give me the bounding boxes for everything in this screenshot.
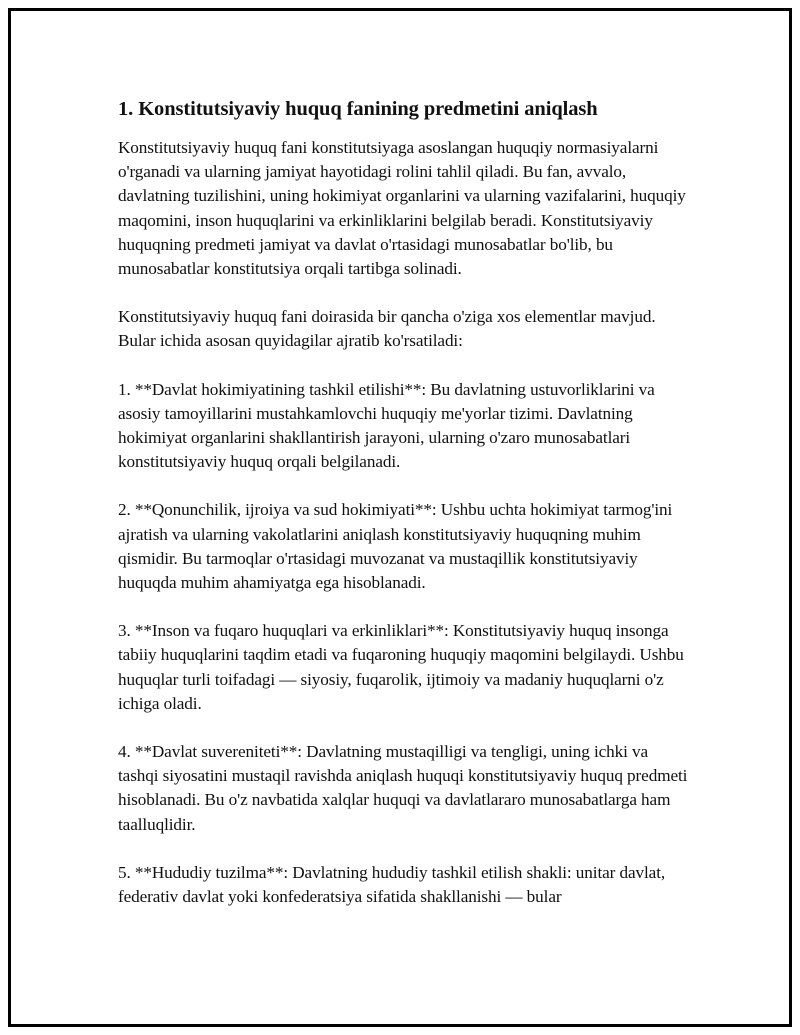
list-item-human-rights: 3. **Inson va fuqaro huquqlari va erkinliklari**: Konstitutsiyaviy huquq insonga tabiiy huquqlarini taqdim etadi va fuqaroning huquqiy maqomini belgilaydi. Ushbu huquqlar turli toifadagi — siyosiy, fuqarolik, ijtimoiy va madaniy huquqlarni o'z ichiga oladi.	[118, 621, 684, 713]
document-body	[118, 95, 688, 933]
elements-intro-paragraph: Konstitutsiyaviy huquq fani doirasida bir qancha o'ziga xos elementlar mavjud. Bular ichida asosan quyidagilar ajratib ko'rsatiladi:	[118, 307, 656, 351]
page-border	[8, 8, 792, 1027]
intro-paragraph: Konstitutsiyaviy huquq fani konstitutsiyaga asoslangan huquqiy normasiyalarni o'rganadi va ularning jamiyat hayotidagi rolini tahlil qiladi. Bu fan, avvalo, davlatning tuzilishini, uning hokimiyat organlarini va ularning vazifalarini, huquqiy maqomini, inson huquqlarini va erkinliklarini belgilab beradi. Konstitutsiyaviy huquqning predmeti jamiyat va davlat o'rtasidagi munosabatlar bo'lib, bu munosabatlar konstitutsiya orqali tartibga solinadi.	[118, 138, 686, 279]
list-item-sovereignty: 4. **Davlat suvereniteti**: Davlatning mustaqilligi va tengligi, uning ichki va tashqi siyosatini mustaqil ravishda aniqlash huquqi konstitutsiyaviy huquq predmeti hisoblanadi. Bu o'z navbatida xalqlar huquqi va davlatlararo munosabatlarga ham taalluqlidir.	[118, 742, 688, 834]
list-item-territorial-structure: 5. **Hududiy tuzilma**: Davlatning hududiy tashkil etilish shakli: unitar davlat, federativ davlat yoki konfederatsiya sifatida shakllanishi — bular	[118, 862, 666, 907]
list-item-state-power: 1. **Davlat hokimiyatining tashkil etilishi**: Bu davlatning ustuvorliklarini va asosiy tamoyillarini mustahkamlovchi huquqiy me'yorlar tizimi. Davlatning hokimiyat organlarini shakllantirish jarayoni, ularning o'zaro munosabatlari konstitutsiyaviy huquq orqali belgilanadi.	[118, 379, 655, 472]
list-item-branches-of-power: 2. **Qonunchilik, ijroiya va sud hokimiyati**: Ushbu uchta hokimiyat tarmog'ini ajratish va ularning vakolatlarini aniqlash konstitutsiyaviy huquqning muhim qismidir. Bu tarmoqlar o'rtasidagi muvozanat va mustaqillik konstitutsiyaviy huquqda muhim ahamiyatga ega hisoblanadi.	[118, 500, 673, 593]
section-heading: 1. Konstitutsiyaviy huquq fanining predmetini aniqlash	[118, 98, 598, 120]
